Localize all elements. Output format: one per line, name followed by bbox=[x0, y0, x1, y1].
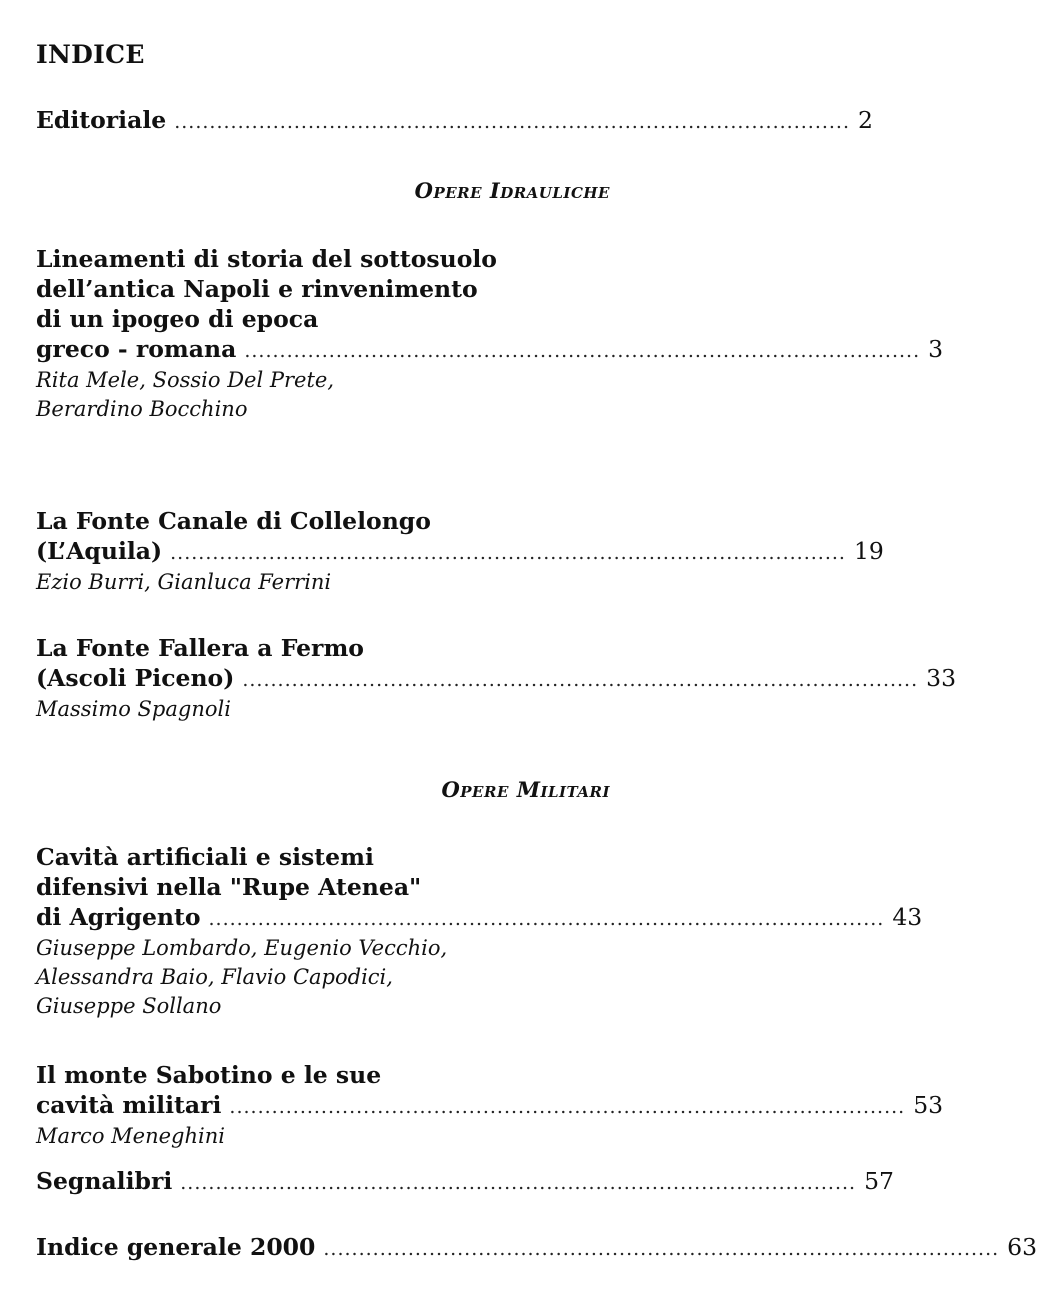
entry-title-line: Editoriale bbox=[36, 106, 167, 134]
section-heading-opere-idrauliche: Opere Idrauliche bbox=[414, 178, 610, 203]
entry-title-line: Lineamenti di storia del sottosuolo bbox=[36, 245, 497, 273]
page-number: 63 bbox=[1007, 1233, 1037, 1261]
entry-title-line: Indice generale 2000 bbox=[36, 1233, 316, 1261]
entry-authors bbox=[36, 568, 611, 597]
entry-authors bbox=[36, 366, 611, 424]
page-title: INDICE bbox=[36, 40, 145, 69]
leader-dots: ................................................................................................ bbox=[229, 1096, 906, 1118]
page-number: 53 bbox=[913, 1091, 944, 1119]
leader-dots: ................................................................................................ bbox=[323, 1238, 1000, 1260]
entry-title bbox=[36, 1166, 894, 1198]
leader-dots: ................................................................................................ bbox=[208, 908, 885, 930]
toc-entry-lineamenti bbox=[36, 244, 944, 424]
entry-title bbox=[36, 842, 923, 934]
entry-title-line: Il monte Sabotino e le sue bbox=[36, 1061, 382, 1089]
toc-entry-fonte-fallera bbox=[36, 633, 957, 724]
toc-entry-editoriale bbox=[36, 105, 873, 137]
toc-entry-indice-generale bbox=[36, 1232, 1037, 1264]
author-line: Alessandra Baio, Flavio Capodici, bbox=[36, 965, 393, 989]
author-line: Berardino Bocchino bbox=[36, 397, 248, 421]
toc-entry-cavita-artificiali bbox=[36, 842, 923, 1021]
entry-title-line: Segnalibri bbox=[36, 1167, 173, 1195]
entry-title-line: (Ascoli Piceno) bbox=[36, 664, 235, 692]
entry-title bbox=[36, 506, 884, 568]
leader-dots: ................................................................................................ bbox=[242, 669, 919, 691]
entry-title bbox=[36, 244, 944, 366]
leader-dots: ................................................................................................ bbox=[180, 1172, 857, 1194]
entry-authors bbox=[36, 1122, 611, 1151]
entry-title-line: dell’antica Napoli e rinvenimento bbox=[36, 275, 478, 303]
page-number: 3 bbox=[928, 335, 944, 363]
entry-title-line: La Fonte Canale di Collelongo bbox=[36, 507, 431, 535]
entry-title bbox=[36, 633, 957, 695]
page-number: 43 bbox=[892, 903, 923, 931]
page-number: 2 bbox=[858, 106, 873, 134]
page-number: 19 bbox=[853, 537, 884, 565]
author-line: Giuseppe Lombardo, Eugenio Vecchio, bbox=[36, 936, 448, 960]
entry-authors bbox=[36, 934, 611, 1021]
entry-title-line: (L’Aquila) bbox=[36, 537, 163, 565]
section-heading-opere-militari: Opere Militari bbox=[441, 777, 610, 802]
author-line: Ezio Burri, Gianluca Ferrini bbox=[36, 570, 332, 594]
author-line: Massimo Spagnoli bbox=[36, 697, 231, 721]
toc-entry-monte-sabotino bbox=[36, 1060, 944, 1151]
entry-title-line: La Fonte Fallera a Fermo bbox=[36, 634, 364, 662]
leader-dots: ................................................................................................ bbox=[170, 542, 846, 564]
leader-dots: ................................................................................................ bbox=[174, 111, 851, 133]
entry-title-line: di Agrigento bbox=[36, 903, 201, 931]
entry-title-line: cavità militari bbox=[36, 1091, 222, 1119]
toc-entry-fonte-canale bbox=[36, 506, 884, 597]
page-number: 57 bbox=[864, 1167, 894, 1195]
author-line: Marco Meneghini bbox=[36, 1124, 225, 1148]
entry-title-line: Cavità artificiali e sistemi bbox=[36, 843, 374, 871]
entry-title-line: di un ipogeo di epoca bbox=[36, 305, 319, 333]
entry-title-line: difensivi nella "Rupe Atenea" bbox=[36, 873, 422, 901]
author-line: Giuseppe Sollano bbox=[36, 994, 222, 1018]
page-number: 33 bbox=[926, 664, 957, 692]
entry-title bbox=[36, 105, 873, 137]
entry-title-line: greco - romana bbox=[36, 335, 237, 363]
leader-dots: ................................................................................................ bbox=[244, 340, 921, 362]
entry-title bbox=[36, 1060, 944, 1122]
entry-title bbox=[36, 1232, 1037, 1264]
entry-authors bbox=[36, 695, 611, 724]
author-line: Rita Mele, Sossio Del Prete, bbox=[36, 368, 334, 392]
toc-entry-segnalibri bbox=[36, 1166, 894, 1198]
